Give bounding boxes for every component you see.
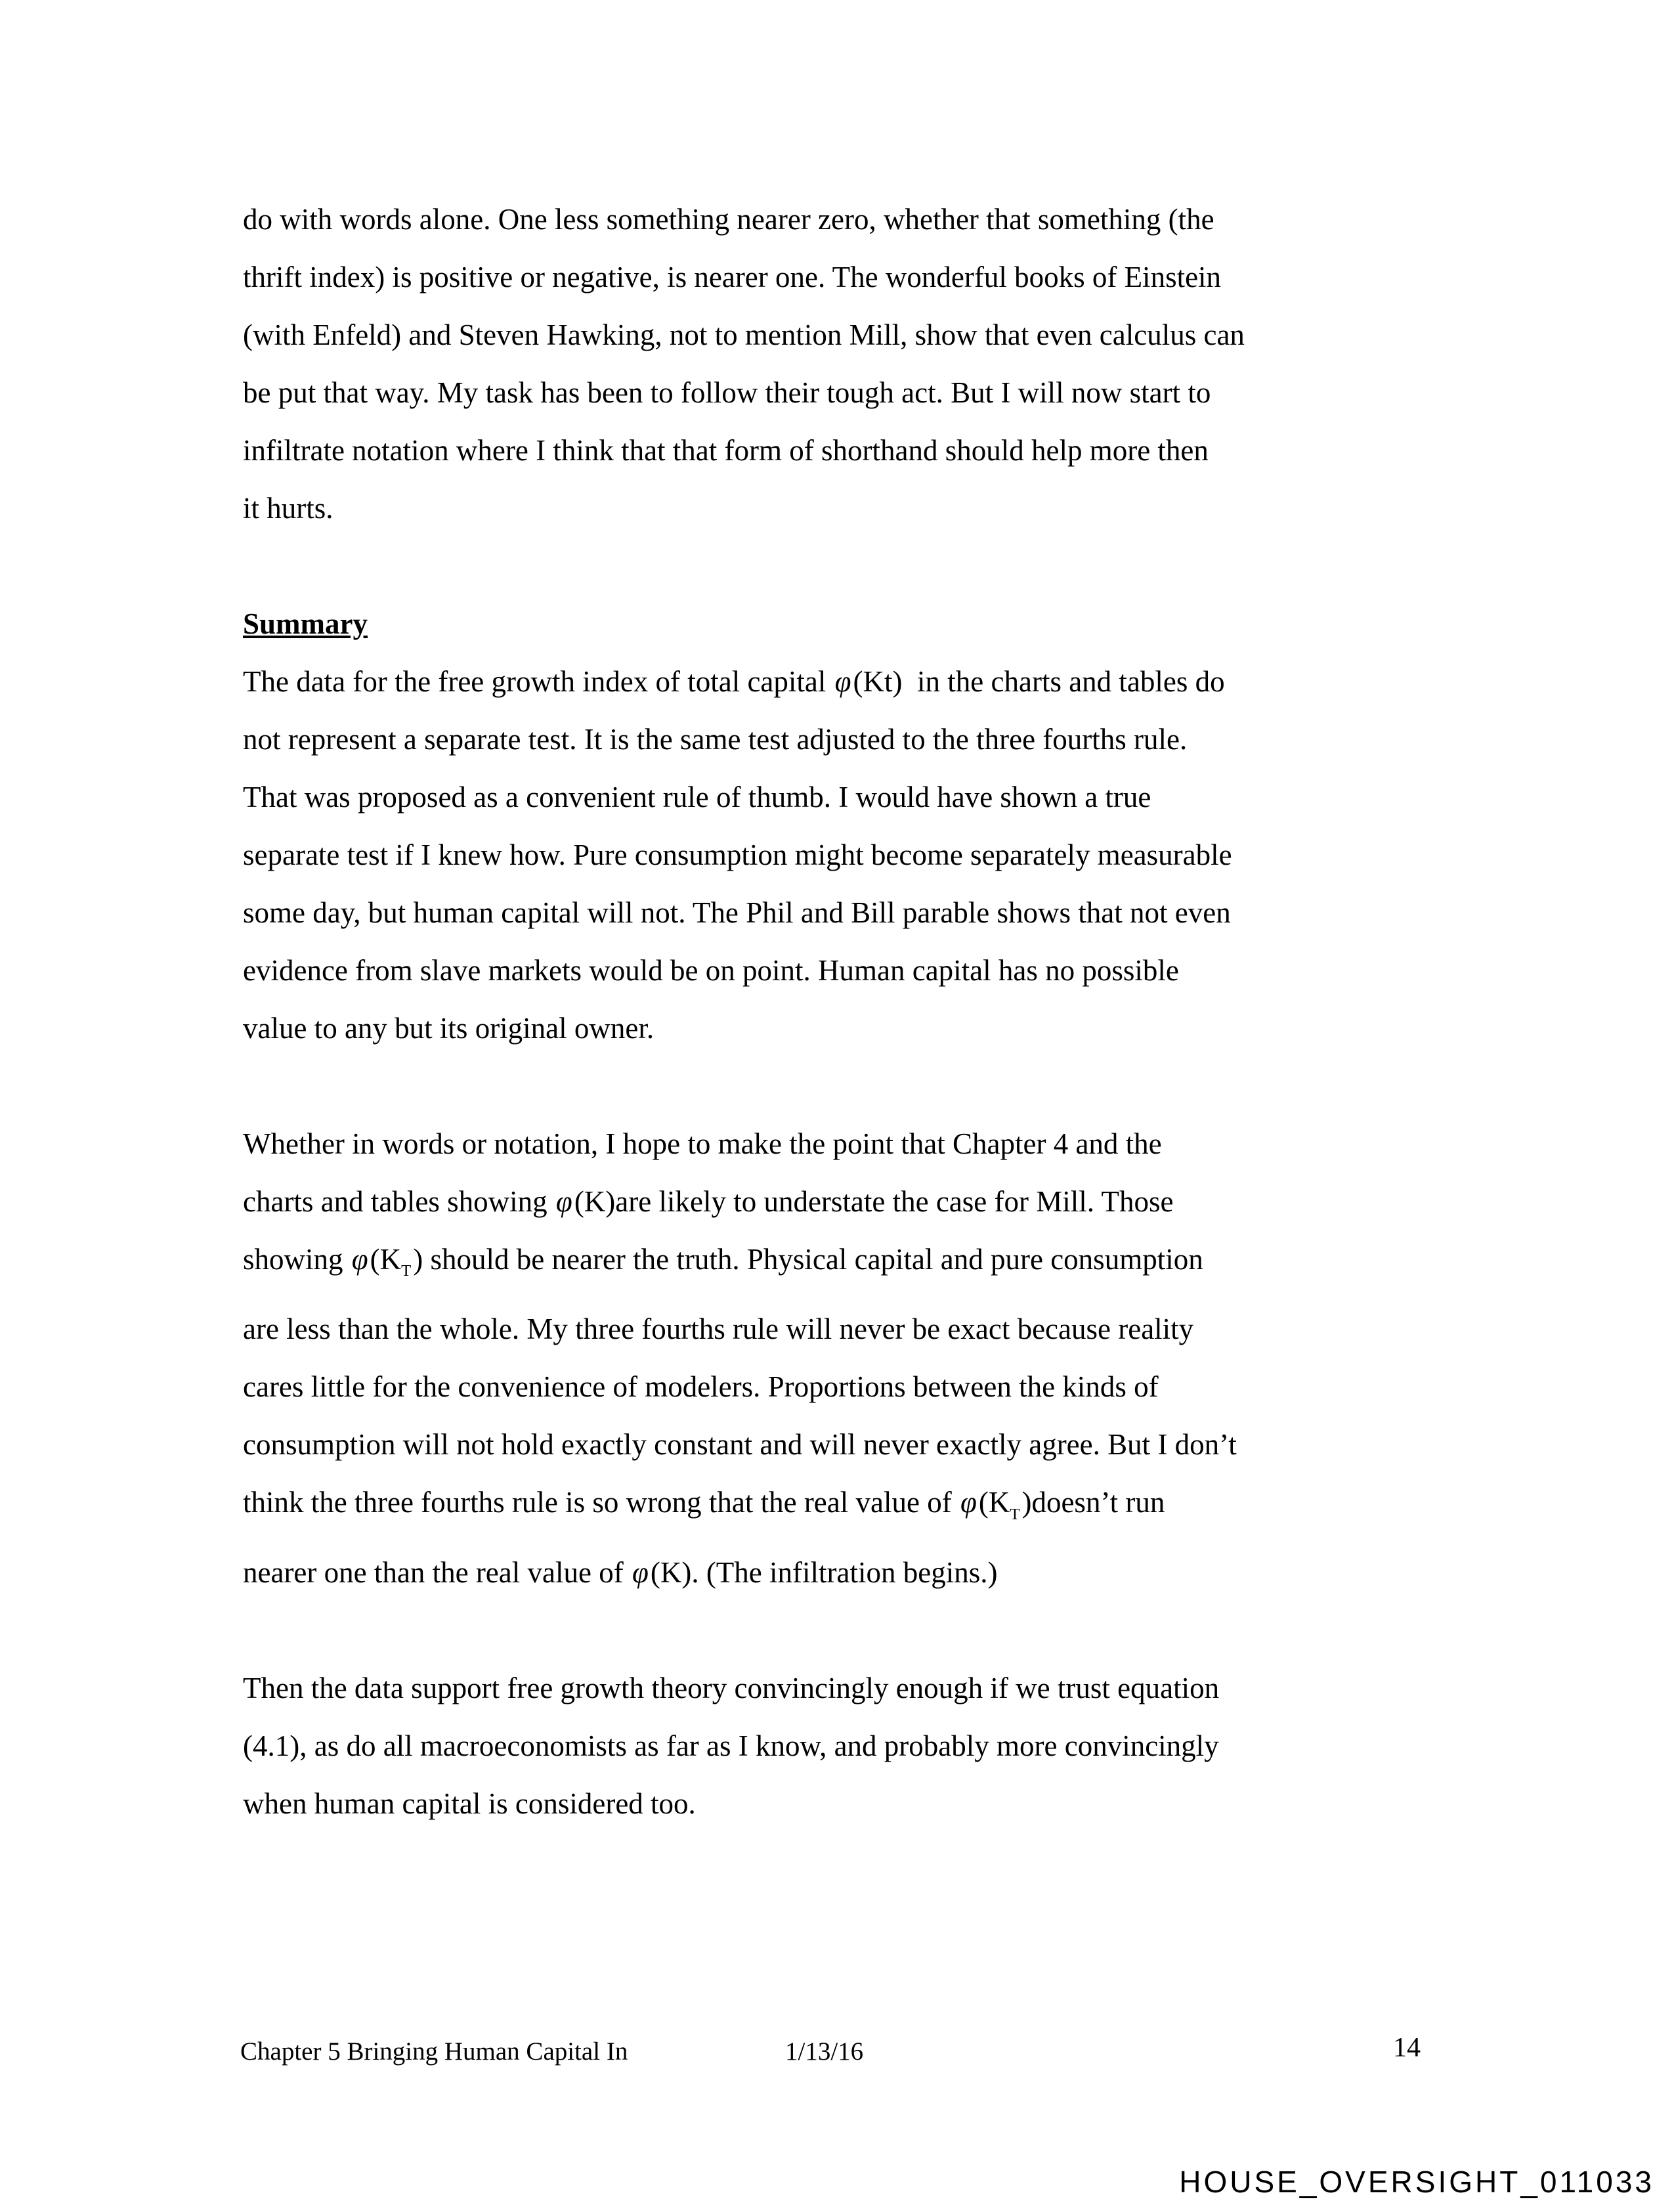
subscript-t: T (401, 1262, 412, 1280)
text-line (243, 826, 1477, 884)
footer-page-number: 14 (1393, 2033, 1421, 2063)
text-segment: The data for the free growth index of total capital (243, 665, 834, 698)
text-line (243, 942, 1477, 999)
phi-symbol: φ (632, 1555, 649, 1589)
text-line (243, 1473, 1477, 1543)
text-line (243, 1717, 1477, 1775)
text-segment: are likely to understate the case for Mill. Those (615, 1185, 1174, 1218)
text-segment: nearer one than the real value of (243, 1555, 631, 1589)
text-segment: do with words alone. One less something nearer zero, whether that something (the (243, 203, 1214, 236)
text-line (243, 653, 1477, 710)
text-line (243, 1300, 1477, 1358)
text-segment: in the charts and tables do (902, 665, 1225, 698)
text-segment: (K (370, 1243, 402, 1276)
text-line (243, 364, 1477, 422)
summary-paragraph-2 (243, 1115, 1477, 1601)
text-segment: ) should be nearer the truth. Physical capital and pure consumption (413, 1243, 1203, 1276)
text-segment: separate test if I knew how. Pure consumption might become separately measurable (243, 838, 1232, 871)
text-line (243, 710, 1477, 768)
text-line (243, 884, 1477, 942)
footer-date: 1/13/16 (785, 2037, 864, 2066)
text-segment: (K (978, 1486, 1010, 1519)
text-line (243, 1115, 1477, 1173)
text-line (243, 422, 1477, 479)
text-segment: when human capital is considered too. (243, 1787, 696, 1820)
document-body (243, 190, 1477, 1832)
text-segment: (K) (574, 1185, 616, 1218)
text-segment: are less than the whole. My three fourths rule will never be exact because reality (243, 1312, 1194, 1346)
bates-stamp: HOUSE_OVERSIGHT_011033 (1179, 2165, 1654, 2199)
text-segment: charts and tables showing (243, 1185, 555, 1218)
text-segment: Whether in words or notation, I hope to make the point that Chapter 4 and the (243, 1127, 1162, 1160)
text-segment: (4.1), as do all macroeconomists as far as I know, and probably more convincingly (243, 1729, 1219, 1762)
phi-symbol: φ (351, 1243, 368, 1276)
phi-symbol: φ (555, 1185, 572, 1218)
closing-paragraph (243, 1659, 1477, 1832)
text-segment: be put that way. My task has been to follow their tough act. But I will now start to (243, 376, 1211, 409)
phi-symbol: φ (834, 665, 851, 698)
footer-chapter-title: Chapter 5 Bringing Human Capital In (240, 2037, 628, 2066)
text-segment: not represent a separate test. It is the same test adjusted to the three fourths rule. (243, 723, 1188, 756)
text-line (243, 768, 1477, 826)
text-segment: consumption will not hold exactly constant and will never exactly agree. But I don’t (243, 1428, 1237, 1462)
text-line (243, 248, 1477, 306)
text-segment: evidence from slave markets would be on point. Human capital has no possible (243, 954, 1179, 987)
summary-heading: Summary (243, 607, 368, 640)
text-segment: That was proposed as a convenient rule of thumb. I would have shown a true (243, 781, 1151, 813)
text-line (243, 1173, 1477, 1230)
text-line (243, 1659, 1477, 1717)
text-line (243, 1358, 1477, 1416)
phi-symbol: φ (960, 1486, 977, 1519)
text-segment: )doesn’t run (1021, 1486, 1165, 1519)
text-segment: (Kt) (853, 665, 903, 698)
summary-paragraph-1 (243, 653, 1477, 1057)
text-segment: (K) (650, 1555, 692, 1589)
text-segment: infiltrate notation where I think that that form of shorthand should help more then (243, 434, 1209, 467)
text-segment: . (The infiltration begins.) (691, 1555, 998, 1589)
text-line (243, 1544, 1477, 1601)
text-segment: value to any but its original owner. (243, 1012, 655, 1045)
text-segment: thrift index) is positive or negative, is nearer one. The wonderful books of Einstein (243, 261, 1222, 293)
text-segment: Then the data support free growth theory convincingly enough if we trust equation (243, 1671, 1220, 1704)
text-segment: think the three fourths rule is so wrong that the real value of (243, 1486, 959, 1519)
text-segment: cares little for the convenience of modelers. Proportions between the kinds of (243, 1370, 1159, 1404)
text-segment: some day, but human capital will not. The Phil and Bill parable shows that not even (243, 896, 1231, 929)
text-segment: (with Enfeld) and Steven Hawking, not to mention Mill, show that even calculus can (243, 318, 1245, 351)
subscript-t: T (1010, 1505, 1020, 1523)
text-line (243, 1416, 1477, 1473)
text-segment: showing (243, 1243, 351, 1276)
text-line (243, 190, 1477, 248)
text-line (243, 479, 1477, 537)
intro-paragraph (243, 190, 1477, 537)
text-line (243, 999, 1477, 1057)
text-line (243, 306, 1477, 364)
text-segment: it hurts. (243, 492, 333, 525)
text-line (243, 1230, 1477, 1300)
text-line (243, 1775, 1477, 1832)
